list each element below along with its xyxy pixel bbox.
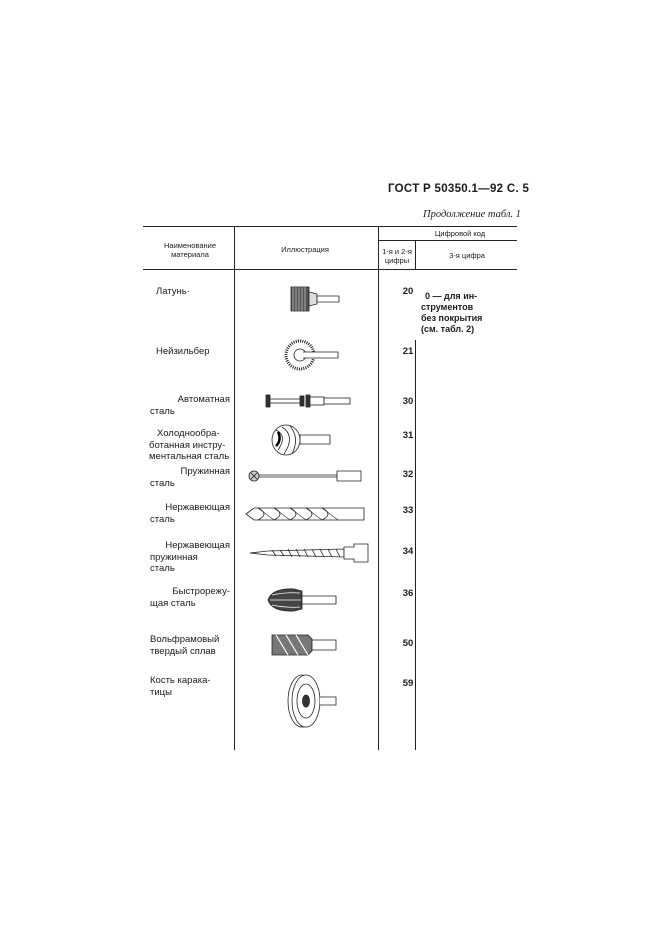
- column-header-code-digits-1-2: 1-я и 2-я цифры: [382, 247, 412, 265]
- code-value: 33: [402, 505, 414, 516]
- cutoff-wheel-mandrel-icon: [264, 393, 354, 409]
- column-header-illustration: Иллюстрация: [281, 245, 329, 254]
- twist-drill-icon: [244, 505, 368, 523]
- material-name: Вольфрамовый твердый сплав: [150, 634, 220, 657]
- wire-brush-wheel-icon: [284, 330, 344, 380]
- column-header-material: Наименование материала: [164, 241, 216, 259]
- ball-cutter-icon: [268, 422, 336, 458]
- material-name: Кость карака- тицы: [150, 675, 211, 698]
- material-name: Холоднообра- ботанная инстру- ментальная сталь: [149, 428, 230, 462]
- material-name: Нейзильбер: [156, 346, 210, 357]
- long-shank-bur-icon: [245, 468, 365, 484]
- material-name: Нержавеющая пружинная сталь: [150, 540, 230, 574]
- page-header: ГОСТ Р 50350.1—92 С. 5: [388, 183, 530, 195]
- code-value: 34: [402, 546, 414, 557]
- cylinder-cutter-icon: [268, 632, 340, 658]
- code-value: 36: [402, 588, 414, 599]
- code-value: 21: [402, 346, 414, 357]
- material-name: Быстрорежу- щая сталь: [150, 586, 230, 609]
- polishing-disc-icon: [284, 672, 340, 730]
- digit-3-note: 0 — для ин- струментов без покрытия (см. табл. 2): [421, 291, 483, 334]
- code-value: 50: [402, 638, 414, 649]
- code-value: 59: [402, 678, 414, 689]
- code-value: 20: [402, 286, 414, 297]
- wire-brush-cup-icon: [285, 283, 345, 317]
- code-value: 31: [402, 430, 414, 441]
- code-value: 30: [402, 396, 414, 407]
- material-name: Нержавеющая сталь: [150, 502, 230, 525]
- material-name: Латунь·: [156, 286, 190, 297]
- column-header-code: Цифровой код: [434, 229, 486, 238]
- material-name: Пружинная сталь: [150, 466, 230, 489]
- table-continuation-label: Продолжение табл. 1: [423, 209, 521, 220]
- column-header-code-digit-3: 3-я цифра: [449, 251, 485, 260]
- code-value: 32: [402, 469, 414, 480]
- reamer-icon: [248, 541, 372, 565]
- flame-cutter-icon: [266, 586, 340, 614]
- material-name: Автоматная сталь: [150, 394, 230, 417]
